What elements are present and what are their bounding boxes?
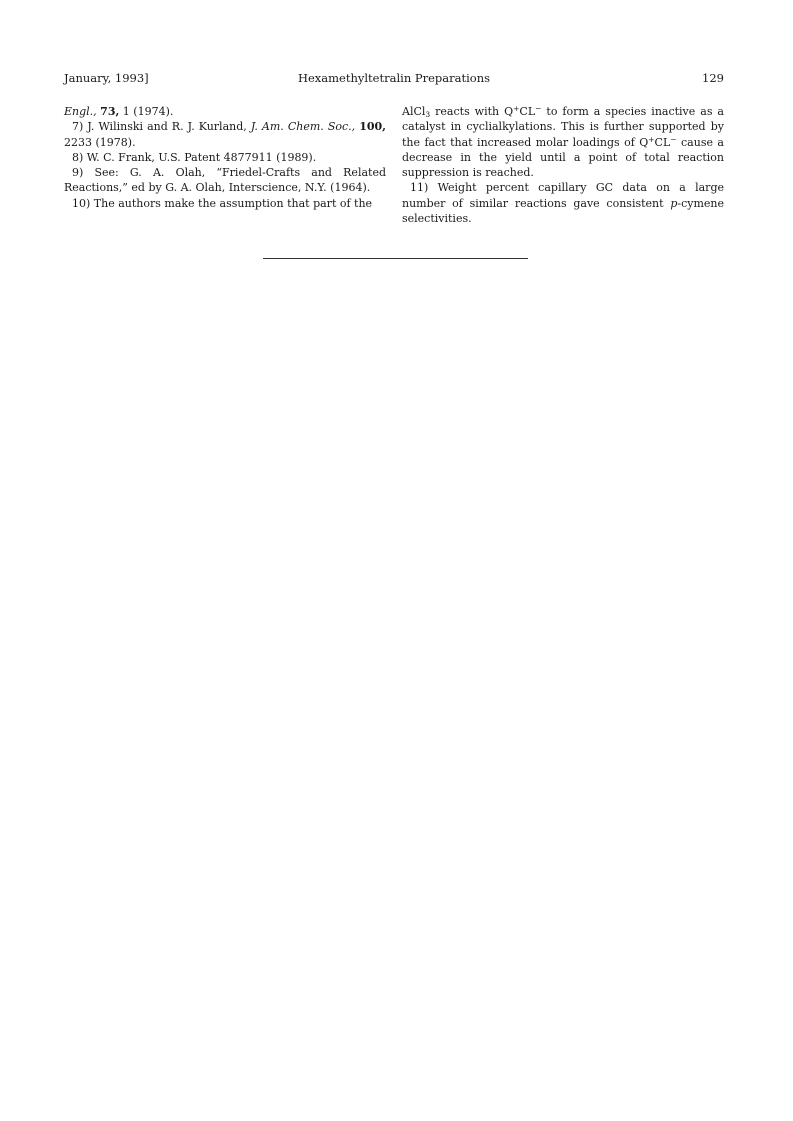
- reference-10: 10) The authors make the assumption that part of the: [72, 196, 373, 210]
- reference-7: [64, 119, 386, 150]
- ref11-text-1: 11) Weight percent capillary GC data on a large number of similar reactions gave consistent: [402, 181, 724, 210]
- reference-9: 9) See: G. A. Olah, “Friedel-Crafts and Related Reactions,” ed by G. A. Olah, Interscience, N.Y. (1964).: [64, 166, 386, 195]
- italic-p: p: [670, 196, 678, 210]
- reference-6-continued: [64, 104, 386, 119]
- reference-7-authors: 7) J. Wilinski and R. J. Kurland,: [72, 120, 251, 134]
- reference-10-continued: [402, 104, 724, 180]
- superscript-plus: +: [648, 134, 655, 144]
- reference-8: 8) W. C. Frank, U.S. Patent 4877911 (1989).: [72, 150, 317, 164]
- citation-rest: 2233 (1978).: [64, 135, 136, 149]
- volume: 73,: [100, 105, 120, 118]
- formula-alcl: AlCl: [402, 105, 426, 118]
- header-title: Hexamethyltetralin Preparations: [297, 71, 491, 85]
- ref10-text-2: to form a species inactive as a catalyst in cyclialkylations. This is further supported by the fact that increased molar loadings of Q: [402, 105, 724, 149]
- volume: 100,: [359, 120, 386, 134]
- superscript-minus: −: [535, 104, 542, 113]
- references-right-column: [402, 104, 724, 226]
- journal-abbrev: Engl.,: [64, 105, 97, 118]
- reference-11: [402, 180, 724, 226]
- end-rule-divider: [263, 258, 528, 259]
- references-left-column: [64, 104, 386, 211]
- page-number: 129: [702, 71, 724, 85]
- superscript-plus: +: [513, 104, 520, 113]
- formula-cl: CL: [519, 105, 536, 118]
- journal-name: J. Am. Chem. Soc.,: [250, 120, 356, 134]
- citation-rest: 1 (1974).: [119, 105, 174, 118]
- formula-cl: CL: [654, 135, 671, 149]
- superscript-minus: −: [670, 134, 677, 144]
- running-header: [64, 71, 724, 87]
- ref10-text-3: cause a decrease in the yield until a point of total reaction suppression is reached.: [402, 135, 724, 180]
- subscript: 3: [425, 110, 431, 119]
- ref10-text-1: reacts with Q: [430, 105, 514, 118]
- header-date: January, 1993]: [64, 71, 149, 85]
- ref11-text-2: -cymene selectivities.: [402, 196, 724, 226]
